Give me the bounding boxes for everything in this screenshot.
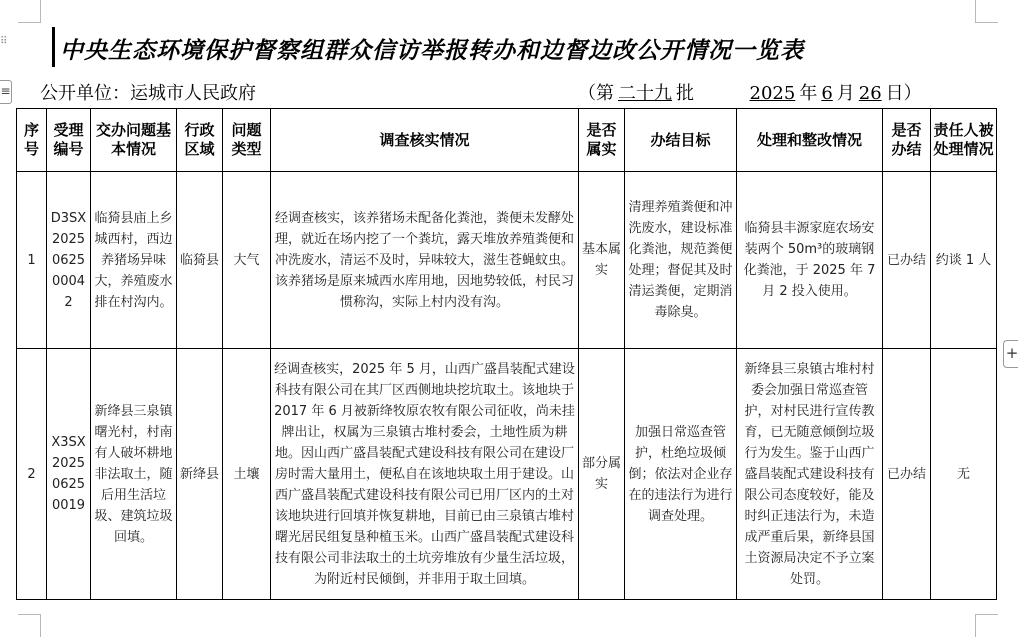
side-tab-icon[interactable]: ≡ [0, 80, 12, 104]
cell-handling: 临猗县丰源家庭农场安装两个 50m³的玻璃钢化粪池，于 2025 年 7 月 2 投入使用。 [737, 172, 883, 349]
col-header-handling: 处理和整改情况 [737, 109, 883, 172]
cell-region: 新绛县 [177, 349, 223, 600]
cell-seq: 1 [17, 172, 47, 349]
cell-region: 临猗县 [177, 172, 223, 349]
publishing-unit: 公开单位：运城市人民政府 [40, 83, 256, 104]
cell-closed: 已办结 [883, 349, 931, 600]
crop-mark-top-right [975, 0, 998, 23]
crop-mark-bottom-right [975, 614, 998, 637]
day: 26 [858, 83, 882, 104]
header-row [17, 109, 997, 172]
cell-investigation: 经调查核实，2025 年 5 月，山西广盛昌装配式建设科技有限公司在其厂区西侧地块挖坑取土。该地块于 2017 年 6 月被新绛牧原农牧有限公司征收，尚未挂牌出让，权属为三泉镇古堆村委会，土地性质为耕地。因山西广盛昌装配式建设科技有限公司在建设厂房时需大量用土，便私自在该地块取土用于建设。山西广盛昌装配式建设科技有限公司已用厂区内的土对该地块进行回填并恢复耕地，目前已由三泉镇古堆村曙光居民组复垦种植玉米。山西广盛昌装配式建设科技有限公司非法取土的土坑旁堆放有少量生活垃圾，为附近村民倾倒，并非用于取土回填。 [271, 349, 579, 600]
cell-issue: 临猗县庙上乡城西村，西边养猪场异味大，养殖废水排在村沟内。 [91, 172, 177, 349]
cell-investigation: 经调查核实，该养猪场未配备化粪池，粪便未发酵处理，就近在场内挖了一个粪坑，露天堆放养殖粪便和冲洗废水，清运不及时，异味较大，滋生苍蝇蚊虫。该养猪场是原来城西水库用地，因地势较低，村民习惯称沟，实际上村内没有沟。 [271, 172, 579, 349]
month: 6 [821, 83, 833, 104]
batch-date-line [578, 79, 922, 105]
col-header-target: 办结目标 [625, 109, 737, 172]
col-header-type: 问题类型 [223, 109, 271, 172]
page-title: 中央生态环境保护督察组群众信访举报转办和边督边改公开情况一览表 [60, 37, 804, 64]
crop-mark-top-left [18, 0, 41, 23]
cell-type: 土壤 [223, 349, 271, 600]
cell-true-status: 基本属实 [579, 172, 625, 349]
col-header-investigation: 调查核实情况 [271, 109, 579, 172]
cell-seq: 2 [17, 349, 47, 600]
batch-number: 二十九 [618, 83, 672, 104]
col-header-true-status: 是否属实 [579, 109, 625, 172]
cell-issue: 新绛县三泉镇曙光村，村南有人破坏耕地非法取土，随后用生活垃圾、建筑垃圾回填。 [91, 349, 177, 600]
col-header-closed: 是否办结 [883, 109, 931, 172]
month-unit: 月 [836, 83, 855, 104]
col-header-accountability: 责任人被处理情况 [931, 109, 997, 172]
year: 2025 [749, 83, 796, 104]
batch-suffix: 批 [676, 83, 694, 104]
table-row [17, 172, 997, 349]
year-unit: 年 [799, 83, 818, 104]
day-unit: 日） [885, 83, 922, 104]
batch-prefix: （第 [578, 83, 614, 104]
cursor-bar [52, 27, 55, 67]
cell-target: 清理养殖粪便和冲洗废水，建设标准化粪池，规范粪便处理；督促其及时清运粪便，定期消毒除臭。 [625, 172, 737, 349]
cell-accountability: 无 [931, 349, 997, 600]
cell-handling: 新绛县三泉镇古堆村村委会加强日常巡查管护，对村民进行宣传教育，已无随意倾倒垃圾行为发生。鉴于山西广盛昌装配式建设科技有限公司态度较好，能及时纠正违法行为，未造成严重后果，新绛县国土资源局决定不予立案处罚。 [737, 349, 883, 600]
col-header-id: 受理编号 [47, 109, 91, 172]
cell-accountability: 约谈 1 人 [931, 172, 997, 349]
crop-mark-bottom-left [18, 614, 41, 637]
cell-id: X3SX20250625 0019 [47, 349, 91, 600]
cell-id: D3SX2025062500042 [47, 172, 91, 349]
table-row [17, 349, 997, 600]
cell-true-status: 部分属实 [579, 349, 625, 600]
cell-type: 大气 [223, 172, 271, 349]
move-handle-icon[interactable]: ⠿ [0, 36, 7, 47]
col-header-region: 行政区域 [177, 109, 223, 172]
add-column-icon[interactable]: + [1003, 340, 1018, 368]
col-header-issue: 交办问题基本情况 [91, 109, 177, 172]
cell-target: 加强日常巡查管护，杜绝垃圾倾倒；依法对企业存在的违法行为进行调查处理。 [625, 349, 737, 600]
report-table [16, 108, 997, 600]
cell-closed: 已办结 [883, 172, 931, 349]
col-header-seq: 序号 [17, 109, 47, 172]
